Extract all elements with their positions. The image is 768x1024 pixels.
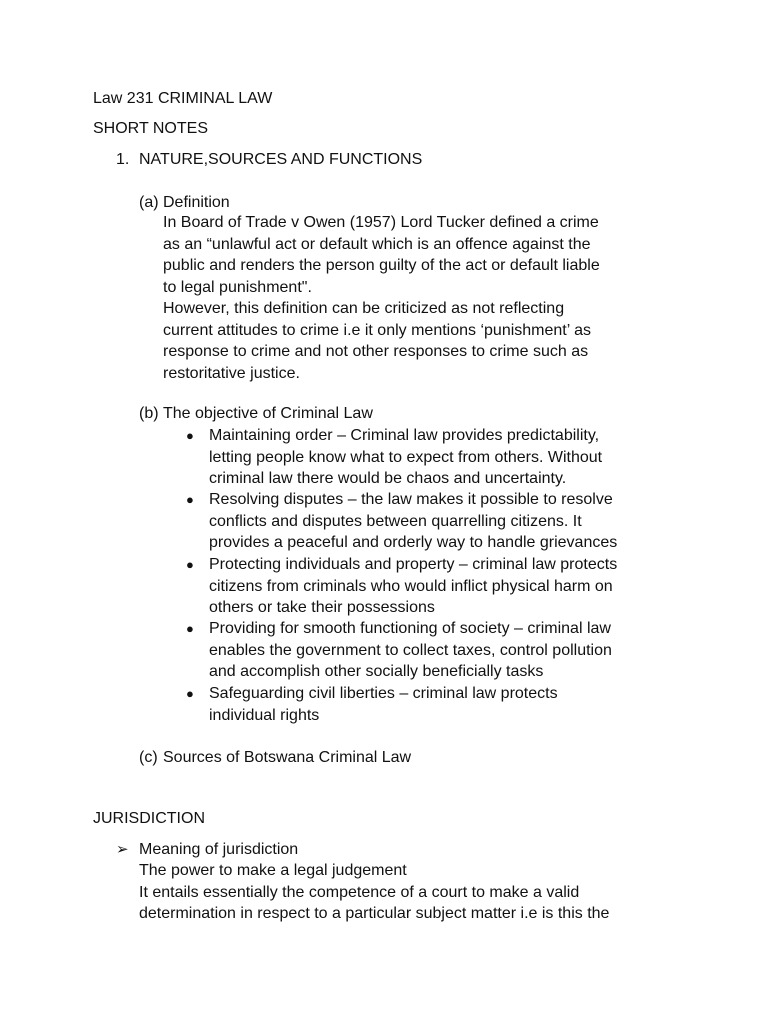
objective-line: Resolving disputes – the law makes it possible to resolve [209, 491, 613, 508]
definition-line: public and renders the person guilty of the act or default liable [163, 257, 600, 274]
document-subtitle: SHORT NOTES [93, 120, 208, 137]
objective-line: Safeguarding civil liberties – criminal law protects [209, 685, 558, 702]
bullet-icon: ● [186, 492, 194, 507]
objective-item [209, 554, 617, 619]
bullet-icon: ● [186, 621, 194, 636]
objective-line: Maintaining order – Criminal law provides predictability, [209, 427, 600, 444]
subsection-c-heading: Sources of Botswana Criminal Law [163, 749, 412, 766]
section-heading: NATURE,SOURCES AND FUNCTIONS [139, 151, 423, 168]
objective-item [209, 683, 558, 726]
definition-line: response to crime and not other responses to crime such as [163, 343, 589, 360]
definition-line: However, this definition can be criticized as not reflecting [163, 300, 565, 317]
definition-line: current attitudes to crime i.e it only mentions ‘punishment’ as [163, 321, 592, 339]
jurisdiction-line: determination in respect to a particular subject matter i.e is this the [139, 905, 610, 922]
objective-line: criminal law there would be chaos and uncertainty. [209, 470, 567, 487]
bullet-icon: ● [186, 557, 194, 572]
objective-line: Providing for smooth functioning of society – criminal law [209, 620, 611, 637]
document-title: Law 231 CRIMINAL LAW [93, 90, 273, 107]
jurisdiction-line: It entails essentially the competence of a court to make a valid [139, 883, 580, 901]
objective-line: conflicts and disputes between quarrelling citizens. It [209, 512, 582, 530]
objective-item [209, 618, 612, 683]
objective-item [209, 489, 617, 554]
subsection-a-label: (a) [139, 194, 159, 211]
section-number: 1. [116, 151, 130, 168]
objective-line: citizens from criminals who would inflict physical harm on [209, 577, 613, 595]
objective-line: others or take their possessions [209, 599, 435, 616]
subsection-c-label: (c) [139, 749, 158, 766]
definition-paragraph [163, 212, 600, 384]
objective-line: individual rights [209, 706, 320, 724]
subsection-b-label: (b) [139, 405, 159, 422]
jurisdiction-paragraph [139, 860, 609, 925]
definition-line: restoritative justice. [163, 364, 300, 382]
objective-item [209, 425, 602, 490]
jurisdiction-line: The power to make a legal judgement [139, 862, 407, 879]
arrow-bullet-icon: ➢ [116, 841, 129, 858]
jurisdiction-heading: JURISDICTION [93, 810, 205, 827]
bullet-icon: ● [186, 686, 194, 701]
definition-line: In Board of Trade v Owen (1957) Lord Tucker defined a crime [163, 214, 599, 231]
objective-line: provides a peaceful and orderly way to handle grievances [209, 534, 618, 551]
objective-line: enables the government to collect taxes, control pollution [209, 641, 612, 659]
objective-line: Protecting individuals and property – criminal law protects [209, 556, 618, 573]
objective-line: and accomplish other socially beneficially tasks [209, 663, 544, 680]
subsection-b-heading: The objective of Criminal Law [163, 405, 373, 422]
definition-line: as an “unlawful act or default which is an offence against the [163, 235, 591, 253]
definition-line: to legal punishment". [163, 278, 312, 296]
bullet-icon: ● [186, 428, 194, 443]
subsection-a-heading: Definition [163, 194, 230, 211]
jurisdiction-item-title: Meaning of jurisdiction [139, 841, 299, 858]
objective-line: letting people know what to expect from others. Without [209, 448, 603, 466]
